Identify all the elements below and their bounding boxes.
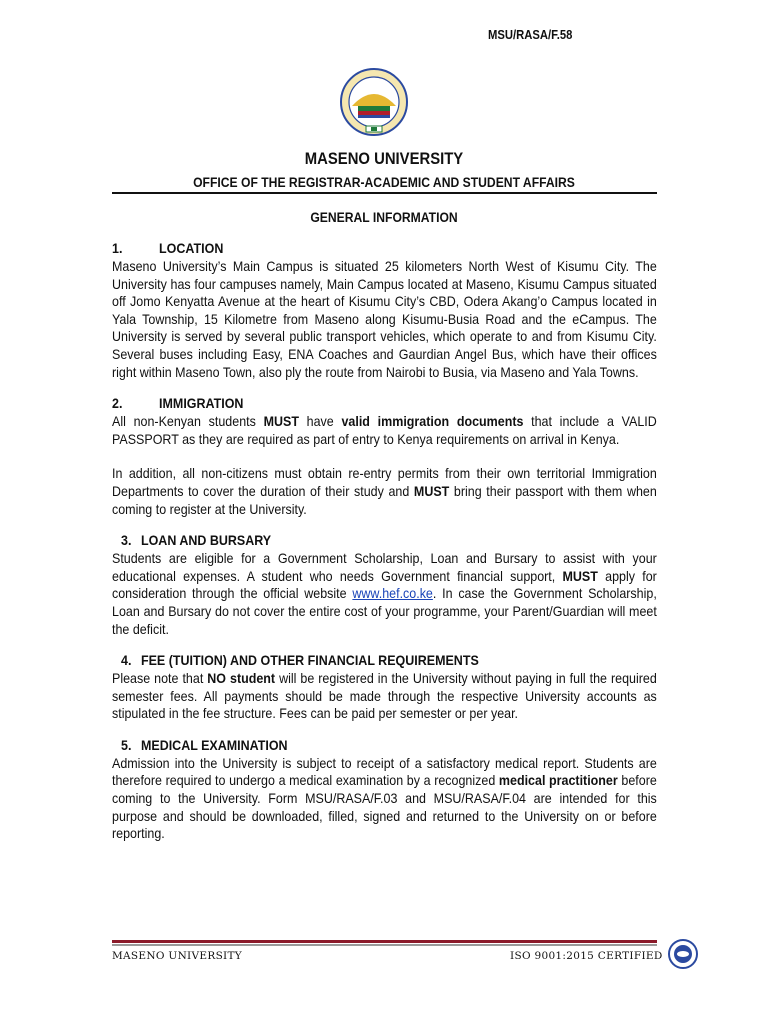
office-title: OFFICE OF THE REGISTRAR-ACADEMIC AND STUDENT AFFAIRS <box>193 175 575 190</box>
section-heading-label: MEDICAL EXAMINATION <box>140 737 288 753</box>
section-number: 5. <box>121 737 132 753</box>
fee-paragraph: Please note that NO student will be registered in the University without paying in full the required semester fees. All payments should be made through the respective University accounts as stipulated in the fee structure. Fees can be paid per semester or per year. <box>112 671 657 722</box>
section-fee <box>112 652 657 723</box>
university-crest-logo <box>338 66 410 138</box>
footer-certification: ISO 9001:2015 CERTIFIED <box>510 950 663 962</box>
section-heading-label: IMMIGRATION <box>159 396 244 412</box>
immigration-paragraph-1: All non-Kenyan students MUST have valid immigration documents that include a VALID PASSPORT as they are required as part of entry to Kenya requirements on arrival in Kenya. <box>112 414 657 447</box>
section-number: 2. <box>112 396 123 412</box>
section-heading-label: LOCATION <box>159 241 224 256</box>
section-heading <box>112 737 657 755</box>
iso-certification-icon <box>667 938 699 970</box>
footer-rule-red <box>112 940 657 943</box>
university-title: MASENO UNIVERSITY <box>304 150 464 168</box>
section-number: 4. <box>121 653 132 669</box>
document-title: GENERAL INFORMATION <box>310 210 458 225</box>
section-heading <box>112 395 657 413</box>
medical-paragraph: Admission into the University is subject to receipt of a satisfactory medical report. Students are therefore required to undergo a medical examination by a recognized medical practitioner before coming to the University. Form MSU/RASA/F.03 and MSU/RASA/F.04 are intended for this purpose and should be downloaded, filled, signed and returned to the University on or before reporting. <box>112 755 657 842</box>
section-heading-label: FEE (TUITION) AND OTHER FINANCIAL REQUIREMENTS <box>140 653 479 669</box>
section-heading-label: LOAN AND BURSARY <box>140 533 272 549</box>
section-number: 1. <box>112 241 123 256</box>
footer-rule-gray <box>112 944 657 946</box>
section-number: 3. <box>121 533 132 549</box>
section-immigration <box>112 395 657 518</box>
header-rule <box>112 192 657 194</box>
hef-website-link[interactable]: www.hef.co.ke <box>352 586 433 602</box>
section-loan <box>112 532 657 638</box>
section-medical <box>112 737 657 843</box>
section-heading <box>112 532 657 550</box>
section-location <box>112 240 657 381</box>
immigration-paragraph-2: In addition, all non-citizens must obtain re-entry permits from their own territorial Immigration Departments to cover the duration of their study and MUST bring their passport with them when coming to register at the University. <box>112 466 657 517</box>
loan-paragraph: Students are eligible for a Government Scholarship, Loan and Bursary to assist with your educational expenses. A student who needs Government financial support, MUST apply for consideration through the official website www.hef.co.ke. In case the Government Scholarship, Loan and Bursary do not cover the entire cost of your programme, your Parent/Guardian will meet the deficit. <box>112 551 657 637</box>
section-heading <box>112 652 657 670</box>
section-heading <box>112 240 657 258</box>
location-paragraph: Maseno University’s Main Campus is situated 25 kilometers North West of Kisumu City. The University has four campuses namely, Main Campus located at Maseno, Kisumu Campus situated off Jomo Kenyatta Avenue at the heart of Kisumu City’s CBD, Odera Akang’o Campus located in Yala Township, 15 Kilometre from Maseno along Kisumu-Busia Road and the eCampus. The University is served by several public transport vehicles, which operate to and from Kisumu City. Several buses including Easy, ENA Coaches and Gaurdian Angel Bus, which have their offices right within Maseno Town, also ply the route from Nairobi to Busia, via Maseno and Yala Towns. <box>112 259 657 380</box>
footer-university-name: MASENO UNIVERSITY <box>112 950 243 962</box>
document-body <box>112 240 657 857</box>
document-reference: MSU/RASA/F.58 <box>488 28 573 42</box>
